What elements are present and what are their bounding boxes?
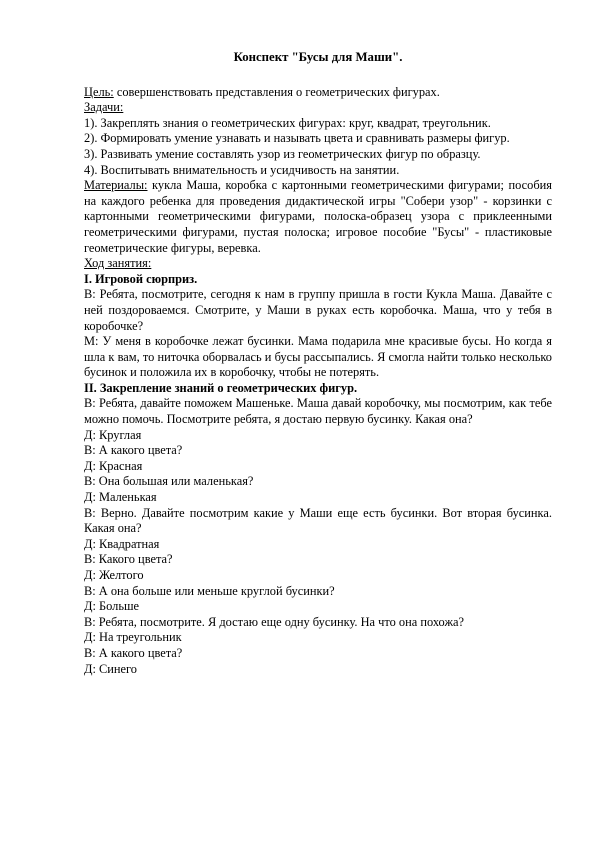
task-item: 4). Воспитывать внимательность и усидчивость на занятии. [84, 162, 400, 177]
task-item: 3). Развивать умение составлять узор из геометрических фигур по образцу. [84, 146, 481, 161]
tasks-label-text: Задачи: [84, 100, 124, 115]
dialogue-line: Д: Желтого [84, 568, 144, 582]
dialogue-line: Д: Маленькая [84, 490, 157, 505]
section-heading-1: I. Игровой сюрприз. [84, 271, 198, 286]
document-title: Конспект "Бусы для Маши". [233, 50, 403, 64]
dialogue-line: М: У меня в коробочке лежат бусинки. Мама подарила мне красивые бусы. Но когда я шла к вам, то ниточка оборвалась и бусы рассыпались. Я смогла найти только несколько бусинок и положила их в коробочку, чтобы не потерять. [84, 334, 552, 380]
dialogue-line: В: Ребята, посмотрите. Я достаю еще одну бусинку. На что она похожа? [84, 614, 465, 629]
dialogue-line: В: А она больше или меньше круглой бусинки? [84, 583, 335, 598]
goal-label: Цель: [84, 84, 114, 99]
course-label [84, 256, 552, 272]
dialogue-line: В: Верно. Давайте посмотрим какие у Маши еще есть бусинки. Вот вторая бусинка. Какая она? [84, 505, 552, 536]
tasks-label [84, 100, 552, 116]
course-label-text: Ход занятия: [84, 256, 152, 271]
dialogue-line: Д: Круглая [84, 427, 142, 442]
goal-text: совершенствовать представления о геометрических фигурах. [113, 84, 440, 99]
materials-label: Материалы: [84, 178, 148, 193]
dialogue-line: Д: На треугольник [84, 630, 182, 645]
task-item: 2). Формировать умение узнавать и называть цвета и сравнивать размеры фигур. [84, 131, 510, 146]
dialogue-line: Д: Квадратная [84, 536, 160, 551]
dialogue-line: Д: Больше [84, 599, 140, 614]
section-heading-2: II. Закрепление знаний о геометрических фигур. [84, 380, 358, 395]
task-item: 1). Закреплять знания о геометрических фигурах: круг, квадрат, треугольник. [84, 115, 491, 130]
materials-text: кукла Маша, коробка с картонными геометрическими фигурами; пособия на каждого ребенка для проведения дидактической игры "Собери узор" - корзинки с картонными геометрическими фигурами, полоска-образец узора с приклеенными геометрическими фигурами, пустая полоска; игровое пособие "Бусы" - пластиковые геометрические фигуры, веревка. [84, 178, 552, 255]
materials-paragraph [84, 178, 552, 256]
dialogue-line: Д: Красная [84, 458, 143, 473]
document-page [84, 50, 552, 677]
dialogue-line: В: Ребята, посмотрите, сегодня к нам в группу пришла в гости Кукла Маша. Давайте с ней поздороваемся. Смотрите, у Маши в руках есть коробочка. Маша, что у тебя в коробочке? [84, 287, 552, 333]
dialogue-line: В: Она большая или маленькая? [84, 474, 254, 489]
dialogue-line: В: Какого цвета? [84, 552, 173, 567]
goal-paragraph [84, 85, 552, 101]
dialogue-line: В: Ребята, давайте поможем Машеньке. Маша давай коробочку, мы посмотрим, как тебе можно помочь. Посмотрите ребята, я достаю первую бусинку. Какая она? [84, 396, 552, 427]
dialogue-line: В: А какого цвета? [84, 443, 183, 458]
dialogue-line: В: А какого цвета? [84, 645, 183, 660]
dialogue-line: Д: Синего [84, 661, 137, 676]
